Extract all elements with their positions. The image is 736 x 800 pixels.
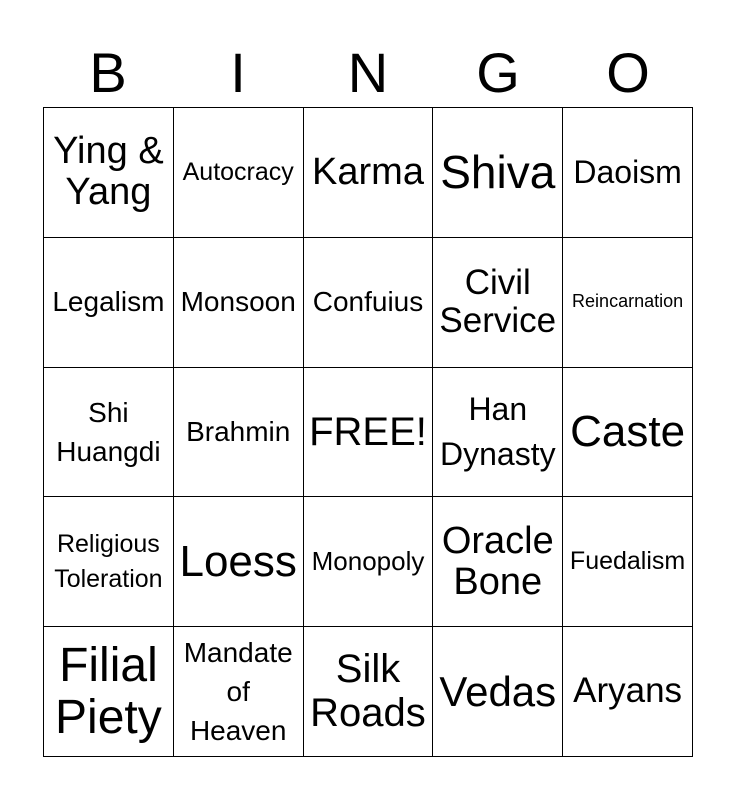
bingo-header — [43, 40, 693, 106]
bingo-cell: Oracle Bone — [433, 497, 563, 627]
bingo-cell: Daoism — [563, 108, 693, 238]
bingo-cell: Brahmin — [174, 368, 304, 498]
bingo-cell: Caste — [563, 368, 693, 498]
bingo-cell: Karma — [304, 108, 434, 238]
bingo-cell: Autocracy — [174, 108, 304, 238]
bingo-cell: Reincarnation — [563, 238, 693, 368]
bingo-cell: Vedas — [433, 627, 563, 757]
bingo-cell: Loess — [174, 497, 304, 627]
header-letter-n: N — [347, 41, 389, 104]
bingo-cell: Shiva — [433, 108, 563, 238]
bingo-cell: FREE! — [304, 368, 434, 498]
header-letter-i: I — [230, 41, 246, 104]
header-letter-b: B — [89, 41, 127, 104]
bingo-cell: Filial Piety — [44, 627, 174, 757]
bingo-cell: Monopoly — [304, 497, 434, 627]
bingo-cell: Mandate of Heaven — [174, 627, 304, 757]
header-letter-g: G — [476, 41, 520, 104]
bingo-card-grid — [43, 107, 693, 757]
bingo-cell: Monsoon — [174, 238, 304, 368]
bingo-cell: Civil Service — [433, 238, 563, 368]
bingo-cell: Legalism — [44, 238, 174, 368]
bingo-cell: Fuedalism — [563, 497, 693, 627]
bingo-cell: Silk Roads — [304, 627, 434, 757]
bingo-cell: Confuius — [304, 238, 434, 368]
bingo-cell: Shi Huangdi — [44, 368, 174, 498]
bingo-cell: Han Dynasty — [433, 368, 563, 498]
bingo-cell: Religious Toleration — [44, 497, 174, 627]
bingo-cell: Ying & Yang — [44, 108, 174, 238]
header-letter-o: O — [606, 41, 650, 104]
bingo-cell: Aryans — [563, 627, 693, 757]
